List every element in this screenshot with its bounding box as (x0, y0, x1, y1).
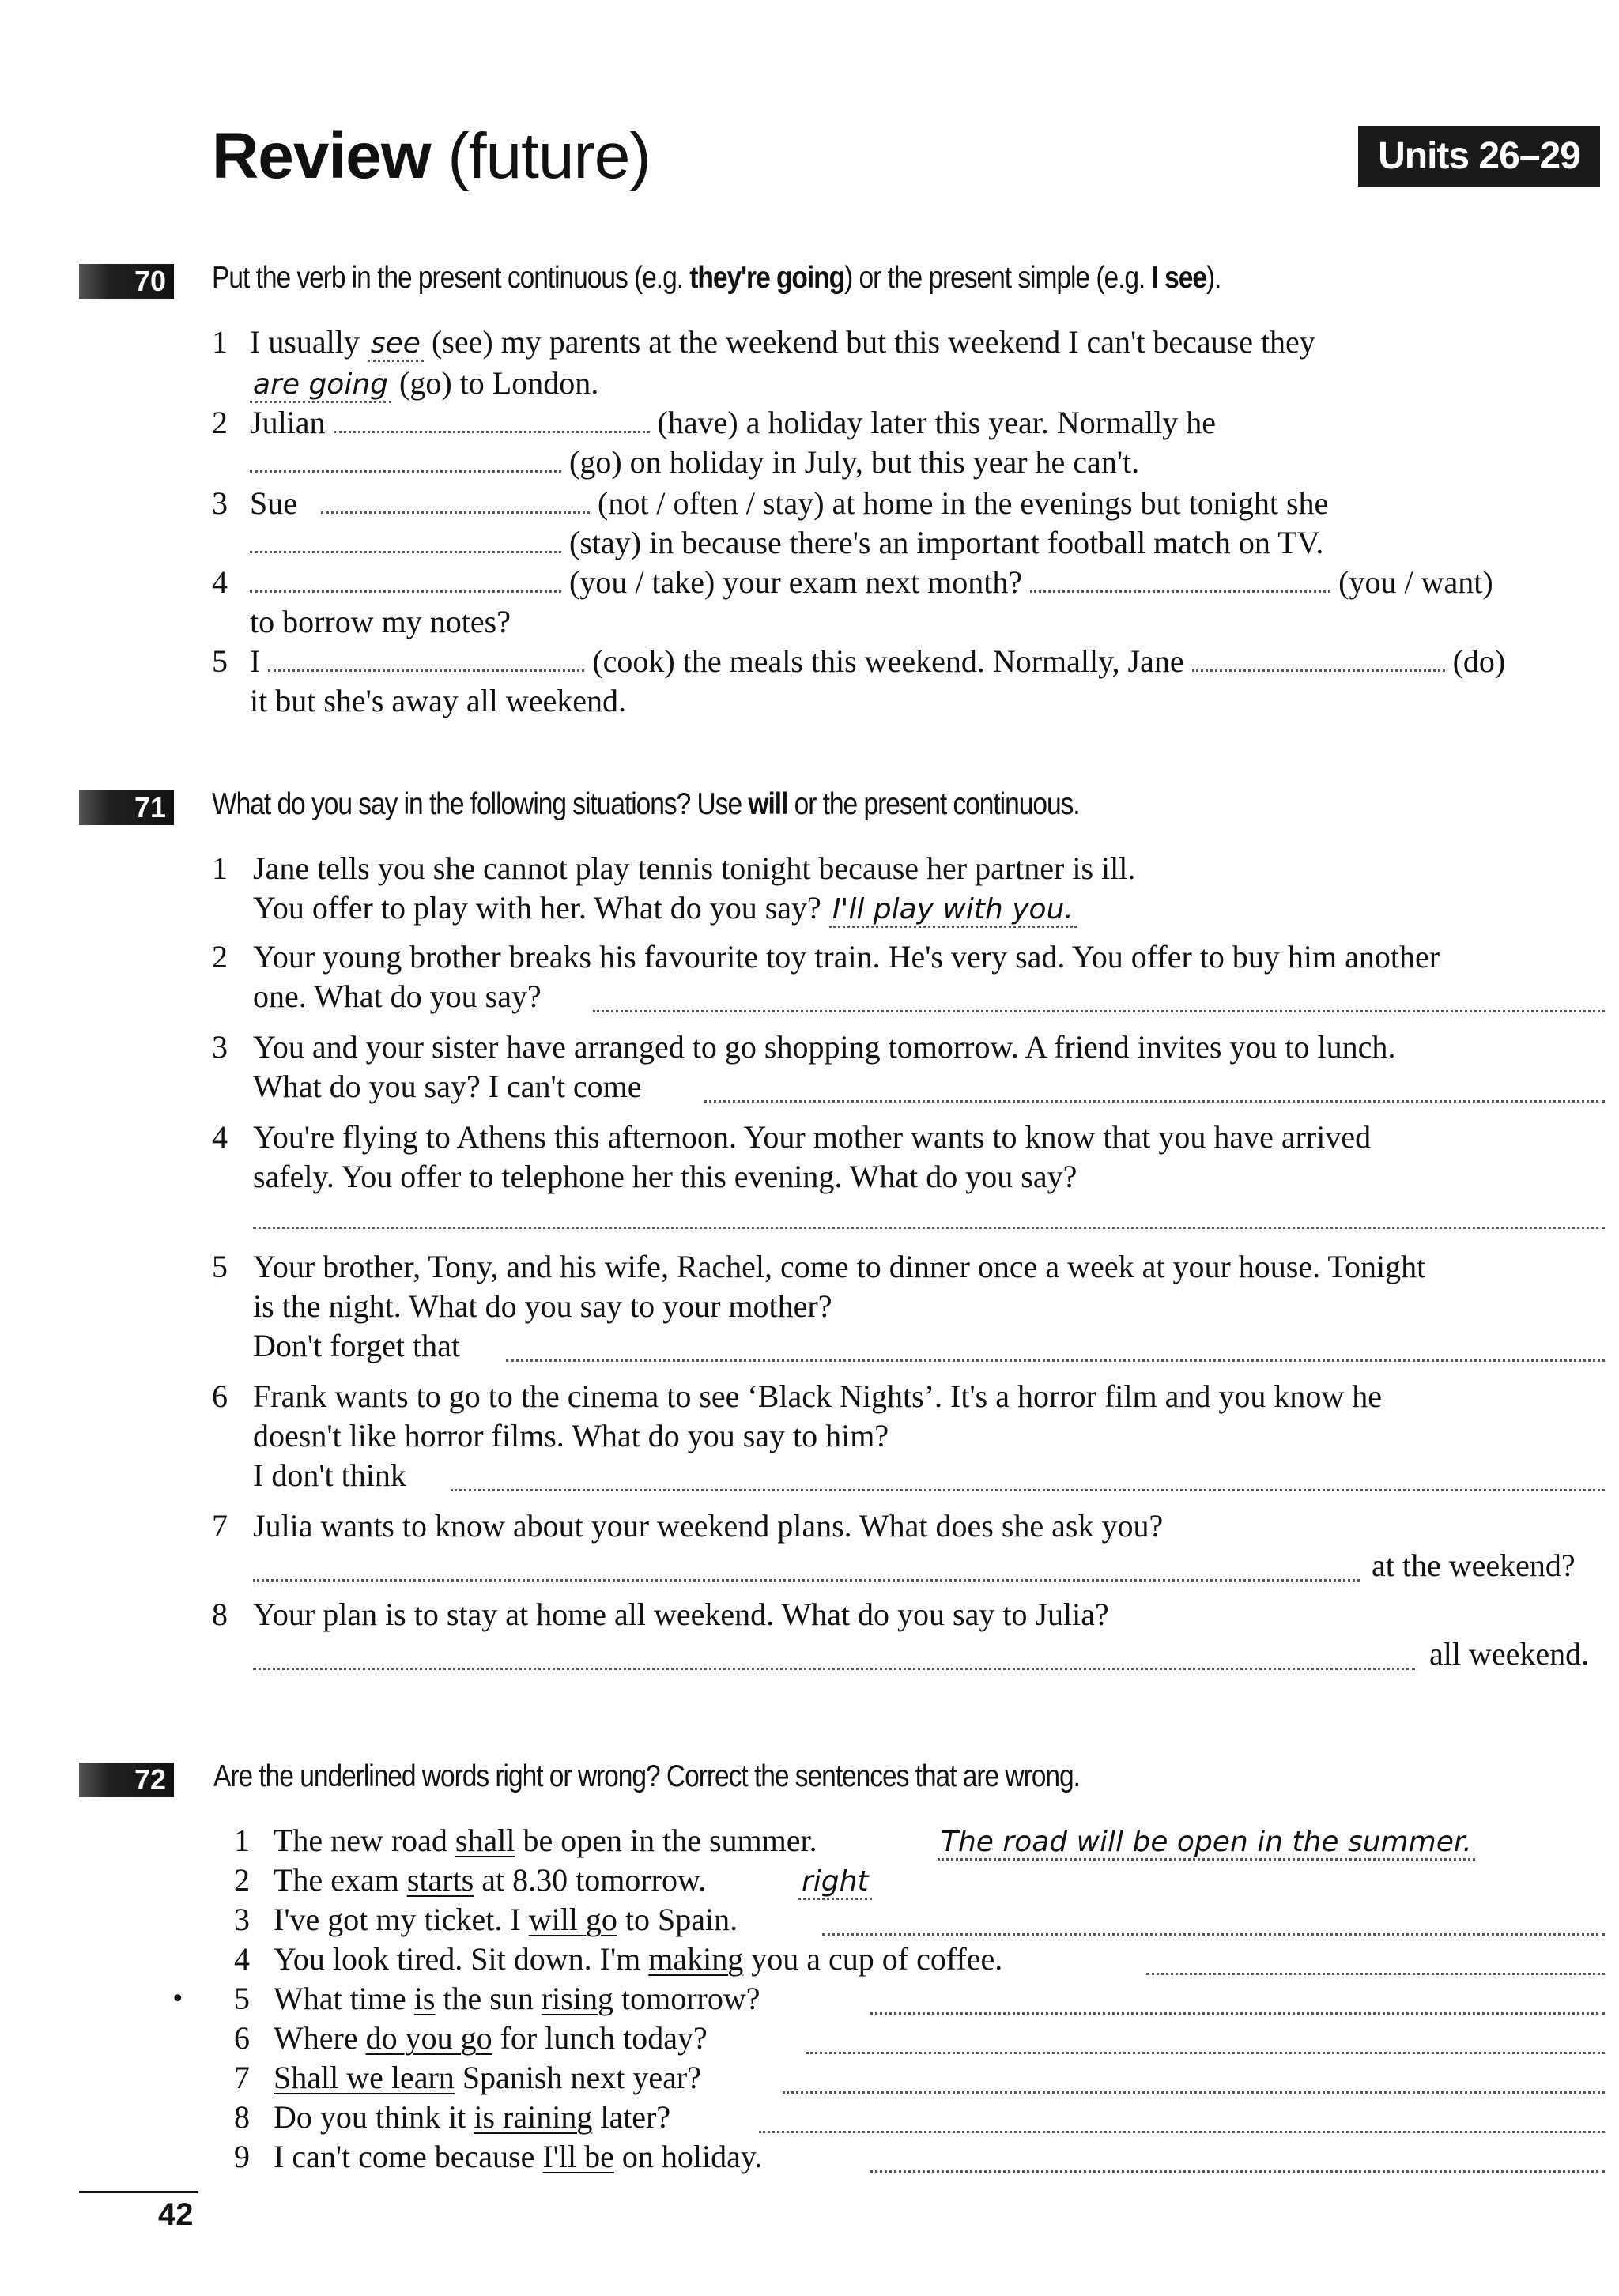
ex70-item-3-line-2: (stay) in because there's an important football match on TV. (250, 523, 1323, 563)
ex71-item-5-line-1: Your brother, Tony, and his wife, Rachel, come to dinner once a week at your house. Tonight (253, 1249, 1426, 1284)
item-number: 5 (212, 643, 228, 679)
ex71-item-2-line-1: Your young brother breaks his favourite toy train. He's very sad. You offer to buy him another (253, 939, 1440, 975)
answer-field[interactable] (870, 2169, 1605, 2173)
item-number: 8 (234, 2099, 250, 2135)
item-number: 5 (212, 1249, 228, 1284)
answer-field[interactable] (759, 2129, 1605, 2133)
item-number: 3 (212, 485, 228, 521)
answer-field[interactable] (593, 1009, 1605, 1012)
ex72-item-3: I've got my ticket. I will go to Spain. (274, 1902, 738, 1937)
answer-field[interactable]: see (368, 327, 424, 362)
item-number: 2 (234, 1862, 250, 1898)
ex70-item-5-line-1: I (cook) the meals this weekend. Normally, Jane (do) (250, 643, 1506, 679)
ex71-item-6-line-2: doesn't like horror films. What do you say to him? (253, 1418, 889, 1453)
ex72-item-6: Where do you go for lunch today? (274, 2020, 708, 2056)
item-number: 7 (212, 1508, 228, 1544)
title-rest: (future) (430, 120, 651, 192)
ex72-item-4: You look tired. Sit down. I'm making you a cup of coffee. (274, 1941, 1003, 1977)
ex71-item-3-line-2: What do you say? I can't come (253, 1069, 642, 1104)
ex72-item-1-answer[interactable]: The road will be open in the summer. (938, 1821, 1475, 1862)
ex71-item-4-line-1: You're flying to Athens this afternoon. Your mother wants to know that you have arrived (253, 1119, 1372, 1155)
item-number: 4 (234, 1941, 250, 1977)
item-number: 5 (234, 1981, 250, 2016)
answer-field[interactable] (451, 1487, 1605, 1491)
ex72-item-5: What time is the sun rising tomorrow? (274, 1981, 760, 2016)
ex72-item-9: I can't come because I'll be on holiday. (274, 2139, 763, 2174)
ex71-item-5-line-3: Don't forget that (253, 1328, 460, 1363)
ex70-item-2-line-1: Julian (have) a holiday later this year. Normally he (250, 405, 1216, 440)
answer-field[interactable] (806, 2050, 1605, 2054)
exercise-71-instruction: What do you say in the following situations? Use will or the present continuous. (212, 787, 1080, 821)
ex72-item-1: The new road shall be open in the summer. (274, 1823, 817, 1858)
answer-field[interactable]: I'll play with you. (829, 893, 1077, 928)
item-number: 9 (234, 2139, 250, 2174)
item-number: 6 (234, 2020, 250, 2056)
exercise-71-number: 71 (79, 790, 174, 825)
item-number: 2 (212, 405, 228, 440)
page-number: 42 (158, 2197, 194, 2232)
ex72-item-2: The exam starts at 8.30 tomorrow. (274, 1862, 707, 1898)
answer-field[interactable] (321, 484, 590, 514)
ex71-item-6-line-1: Frank wants to go to the cinema to see ‘Black Nights’. It's a horror film and you know he (253, 1378, 1383, 1414)
ex71-item-3-line-1: You and your sister have arranged to go shopping tomorrow. A friend invites you to lunch. (253, 1029, 1396, 1065)
item-number: 1 (212, 850, 228, 886)
ex71-item-7-line-1: Julia wants to know about your weekend plans. What does she ask you? (253, 1508, 1164, 1544)
ex72-item-8: Do you think it is raining later? (274, 2099, 671, 2135)
answer-field[interactable] (783, 2090, 1605, 2094)
answer-field[interactable] (253, 1666, 1415, 1670)
ex70-item-4-line-1: (you / take) your exam next month? (you / want) (250, 563, 1493, 602)
answer-field[interactable] (253, 1578, 1360, 1582)
answer-field[interactable] (250, 443, 561, 473)
ex71-item-5-line-2: is the night. What do you say to your mother? (253, 1288, 832, 1324)
ex71-item-1-line-2: You offer to play with her. What do you say? I'll play with you. (253, 888, 1077, 929)
ex70-item-4-line-2: to borrow my notes? (250, 604, 511, 639)
ex70-item-5-line-2: it but she's away all weekend. (250, 683, 626, 718)
item-number: 1 (234, 1823, 250, 1858)
answer-field[interactable] (870, 2011, 1605, 2015)
answer-field[interactable] (1030, 564, 1330, 593)
answer-field[interactable] (704, 1099, 1605, 1103)
ex71-item-7-ending: at the weekend? (1372, 1548, 1576, 1583)
bullet-mark: • (171, 1985, 185, 2013)
answer-field[interactable] (822, 1932, 1605, 1936)
answer-field[interactable] (253, 1225, 1605, 1229)
ex71-item-8-line-1: Your plan is to stay at home all weekend. What do you say to Julia? (253, 1597, 1109, 1632)
ex70-item-1-line-1: I usually see (see) my parents at the weekend but this weekend I can't because they (250, 322, 1315, 364)
ex70-item-3-line-1: Sue (not / often / stay) at home in the evenings but tonight she (250, 485, 1329, 521)
answer-field[interactable] (250, 524, 561, 553)
ex71-item-1-line-1: Jane tells you she cannot play tennis tonight because her partner is ill. (253, 850, 1136, 886)
ex72-item-2-answer[interactable]: right (798, 1861, 872, 1902)
ex70-item-1-line-2: are going (go) to London. (250, 364, 598, 405)
item-number: 6 (212, 1378, 228, 1414)
ex71-item-2-line-2: one. What do you say? (253, 978, 542, 1014)
exercise-70-instruction: Put the verb in the present continuous (e.g. they're going) or the present simple (e.g. I see). (212, 261, 1221, 295)
ex70-item-2-line-2: (go) on holiday in July, but this year he can't. (250, 443, 1139, 482)
exercise-72-instruction: Are the underlined words right or wrong? Correct the sentences that are wrong. (213, 1759, 1080, 1793)
item-number: 4 (212, 1119, 228, 1155)
item-number: 4 (212, 564, 228, 600)
item-number: 1 (212, 324, 228, 360)
ex71-item-6-line-3: I don't think (253, 1457, 406, 1493)
page-title (212, 119, 651, 194)
ex71-item-4-line-2: safely. You offer to telephone her this evening. What do you say? (253, 1159, 1077, 1194)
footer-rule (79, 2191, 198, 2193)
item-number: 7 (234, 2060, 250, 2095)
title-bold: Review (212, 120, 431, 192)
exercise-72-number: 72 (79, 1763, 174, 1797)
item-number: 3 (212, 1029, 228, 1065)
units-badge: Units 26–29 (1358, 126, 1600, 187)
answer-field[interactable] (268, 643, 584, 672)
answer-field[interactable] (334, 404, 650, 433)
answer-field[interactable] (1192, 643, 1445, 672)
answer-field[interactable] (506, 1358, 1605, 1362)
item-number: 2 (212, 939, 228, 975)
answer-field[interactable] (250, 564, 561, 593)
answer-field[interactable]: are going (250, 368, 391, 403)
item-number: 8 (212, 1597, 228, 1632)
ex72-item-7: Shall we learn Spanish next year? (274, 2060, 701, 2095)
exercise-70-number: 70 (79, 264, 174, 299)
ex71-item-8-ending: all weekend. (1429, 1636, 1590, 1672)
answer-field[interactable] (1146, 1971, 1605, 1975)
item-number: 3 (234, 1902, 250, 1937)
